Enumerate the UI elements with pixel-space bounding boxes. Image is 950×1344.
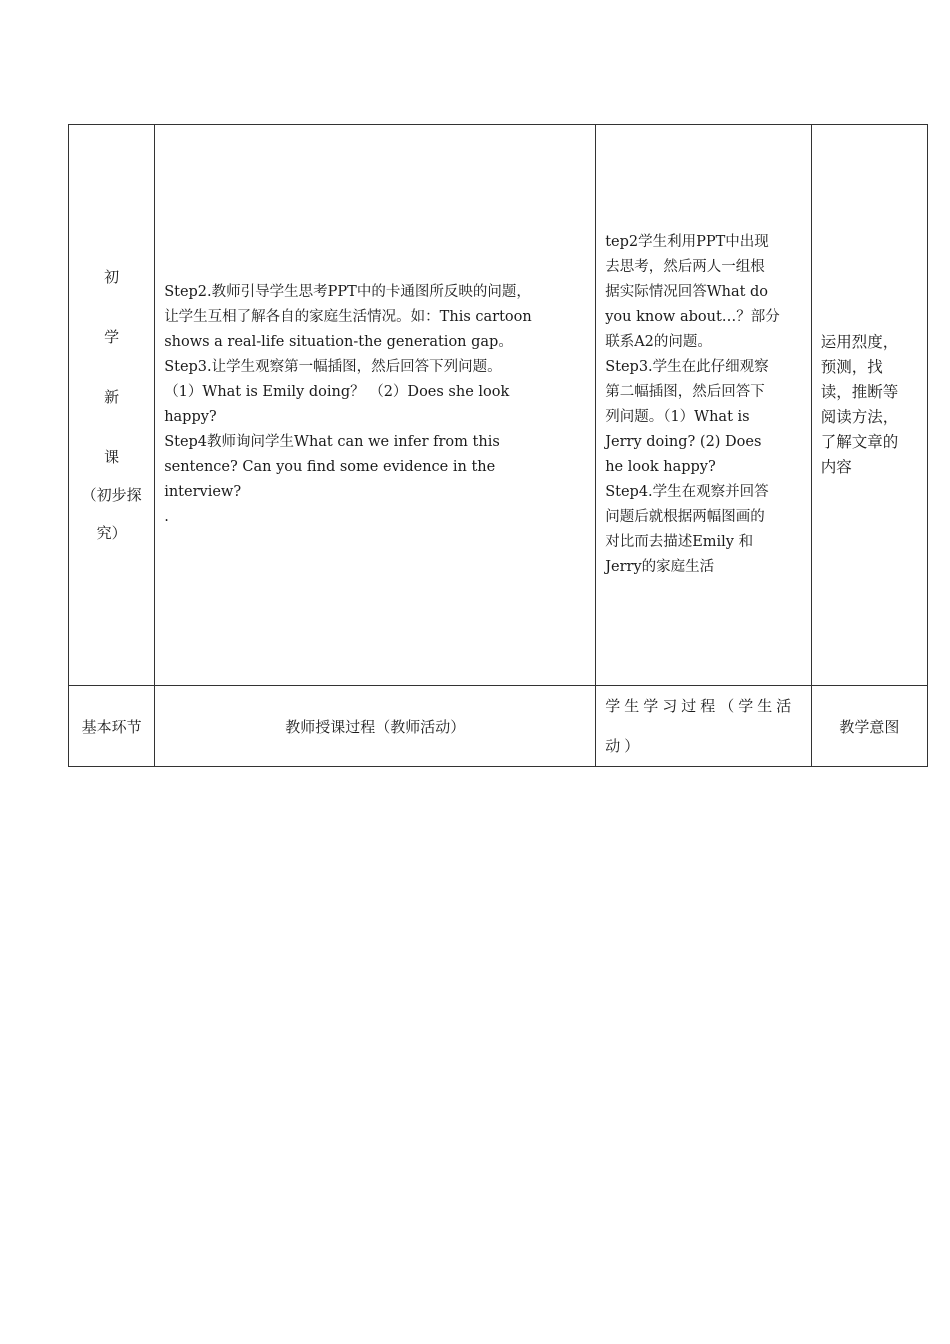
- header-student-activity: [596, 686, 812, 767]
- stage-text: 课: [104, 448, 120, 466]
- header-teaching-intent: 教学意图: [811, 686, 927, 767]
- lesson-plan-table: [68, 124, 928, 767]
- header-student-line: 学生学习过程（学生活: [605, 697, 796, 715]
- student-activity-cell: [596, 125, 812, 686]
- teacher-activity-line: .: [164, 509, 169, 525]
- stage-text: 究）: [96, 524, 127, 542]
- intent-line: 读，推断等: [820, 383, 899, 401]
- student-activity-line: 列问题。（1）What is: [605, 409, 750, 425]
- teacher-activity-line: interview?: [164, 484, 242, 500]
- teacher-activity-cell: [155, 125, 596, 686]
- student-activity-line: 问题后就根据两幅图画的: [605, 509, 765, 525]
- teacher-activity-line: 让学生互相了解各自的家庭生活情况。如：This cartoon: [164, 309, 532, 325]
- student-activity-line: Step3.学生在此仔细观察: [605, 359, 769, 375]
- teacher-activity-line: happy?: [164, 409, 217, 425]
- student-activity-line: tep2学生利用PPT中出现: [605, 234, 769, 250]
- intent-line: 阅读方法，: [820, 408, 899, 426]
- teacher-activity-line: Step2.教师引导学生思考PPT中的卡通图所反映的问题，: [164, 284, 531, 300]
- stage-text: 初: [104, 268, 120, 286]
- student-activity-line: Jerry doing? (2) Does: [605, 434, 762, 450]
- intent-line: 内容: [820, 458, 852, 476]
- teacher-activity-line: （1）What is Emily doing？ （2）Does she look: [164, 384, 510, 400]
- header-stage: 基本环节: [69, 686, 155, 767]
- teacher-activity-line: shows a real-life situation-the generation gap。: [164, 334, 513, 350]
- intent-line: 了解文章的: [820, 433, 899, 451]
- stage-text: 学: [104, 328, 120, 346]
- student-activity-line: 第二幅插图，然后回答下: [605, 384, 765, 400]
- student-activity-line: Jerry的家庭生活: [605, 559, 715, 575]
- teacher-activity-line: Step4教师询问学生What can we infer from this: [164, 434, 500, 450]
- stage-cell: [69, 125, 155, 686]
- header-student-line: 动）: [605, 737, 644, 755]
- teacher-activity-line: sentence? Can you find some evidence in the: [164, 459, 496, 475]
- student-activity-line: 对比而去描述Emily 和: [605, 534, 754, 550]
- header-teacher-activity: 教师授课过程（教师活动）: [155, 686, 596, 767]
- teacher-activity-line: Step3.让学生观察第一幅插图，然后回答下列问题。: [164, 359, 502, 375]
- student-activity-line: 据实际情况回答What do: [605, 284, 769, 300]
- student-activity-line: he look happy?: [605, 459, 716, 475]
- teaching-intent-cell: [811, 125, 927, 686]
- student-activity-line: you know about…？部分: [605, 309, 780, 325]
- student-activity-line: 去思考，然后两人一组根: [605, 259, 765, 275]
- stage-text: （初步探: [81, 486, 142, 504]
- table-row-new-lesson: [69, 125, 928, 686]
- student-activity-line: 联系A2的问题。: [605, 334, 712, 350]
- stage-text: 新: [104, 388, 120, 406]
- student-activity-line: Step4.学生在观察并回答: [605, 484, 769, 500]
- intent-line: 预测，找: [820, 358, 883, 376]
- table-row-headers: [69, 686, 928, 767]
- intent-line: 运用烈度，: [820, 333, 899, 351]
